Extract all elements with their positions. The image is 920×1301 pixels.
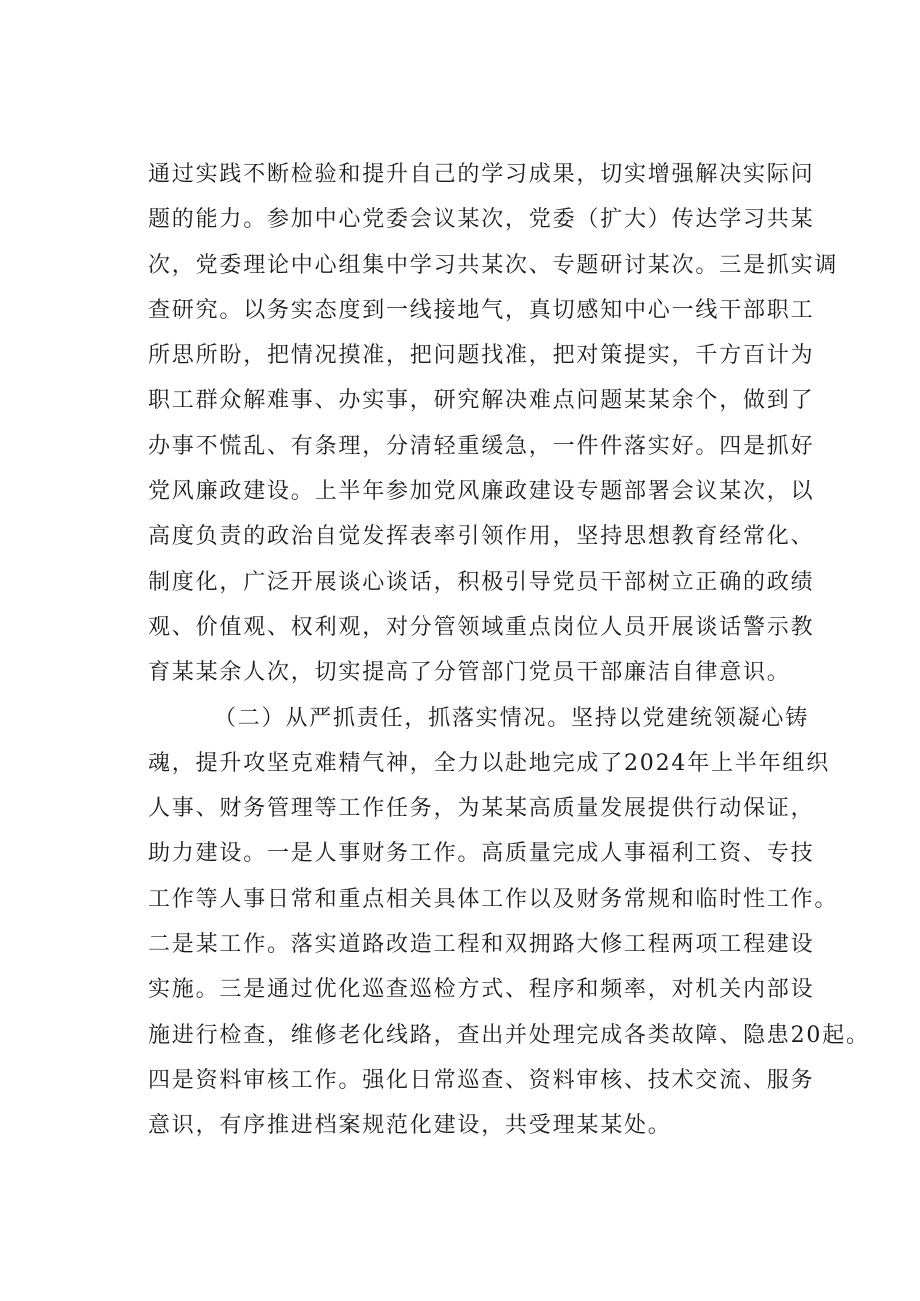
text-line: 次，党委理论中心组集中学习共某次、专题研讨某次。三是抓实调: [148, 252, 839, 278]
text-line: 魂，提升攻坚克难精气神，全力以赴地完成了2024年上半年组织: [148, 750, 830, 776]
text-line: 四是资料审核工作。强化日常巡查、资料审核、技术交流、服务: [148, 1067, 815, 1093]
text-line: 育某某余人次，切实提高了分管部门党员干部廉洁自律意识。: [148, 660, 791, 686]
text-line: 工作等人事日常和重点相关具体工作以及财务常规和临时性工作。: [148, 886, 839, 912]
text-line: 题的能力。参加中心党委会议某次，党委（扩大）传达学习共某: [148, 207, 815, 233]
text-line: 办事不慌乱、有条理，分清轻重缓急，一件件落实好。四是抓好: [148, 433, 815, 459]
text-line: 二是某工作。落实道路改造工程和双拥路大修工程两项工程建设: [148, 932, 815, 958]
text-line: 实施。三是通过优化巡查巡检方式、程序和频率，对机关内部设: [148, 977, 815, 1003]
text-line: 助力建设。一是人事财务工作。高质量完成人事福利工资、专技: [148, 841, 815, 867]
text-line: 人事、财务管理等工作任务，为某某高质量发展提供行动保证，: [148, 796, 815, 822]
text-line: 党风廉政建设。上半年参加党风廉政建设专题部署会议某次，以: [148, 479, 815, 505]
text-line: 制度化，广泛开展谈心谈话，积极引导党员干部树立正确的政绩: [148, 569, 815, 595]
section-heading-line: （二）从严抓责任，抓落实情况。坚持以党建统领凝心铸: [214, 705, 810, 731]
text-line: 意识，有序推进档案规范化建设，共受理某某处。: [148, 1113, 672, 1139]
text-line: 观、价值观、权利观，对分管领域重点岗位人员开展谈话警示教: [148, 614, 815, 640]
document-body: [148, 152, 870, 1149]
text-line: 查研究。以务实态度到一线接地气，真切感知中心一线干部职工: [148, 297, 815, 323]
text-line: 高度负责的政治自觉发挥表率引领作用，坚持思想教育经常化、: [148, 524, 815, 550]
text-line: 通过实践不断检验和提升自己的学习成果，切实增强解决实际问: [148, 162, 815, 187]
text-line: 施进行检查，维修老化线路，查出并处理完成各类故障、隐患20起。: [148, 1022, 870, 1048]
text-line: 职工群众解难事、办实事，研究解决难点问题某某余个，做到了: [148, 388, 815, 414]
text-line: 所思所盼，把情况摸准，把问题找准，把对策提实，千方百计为: [148, 343, 815, 369]
